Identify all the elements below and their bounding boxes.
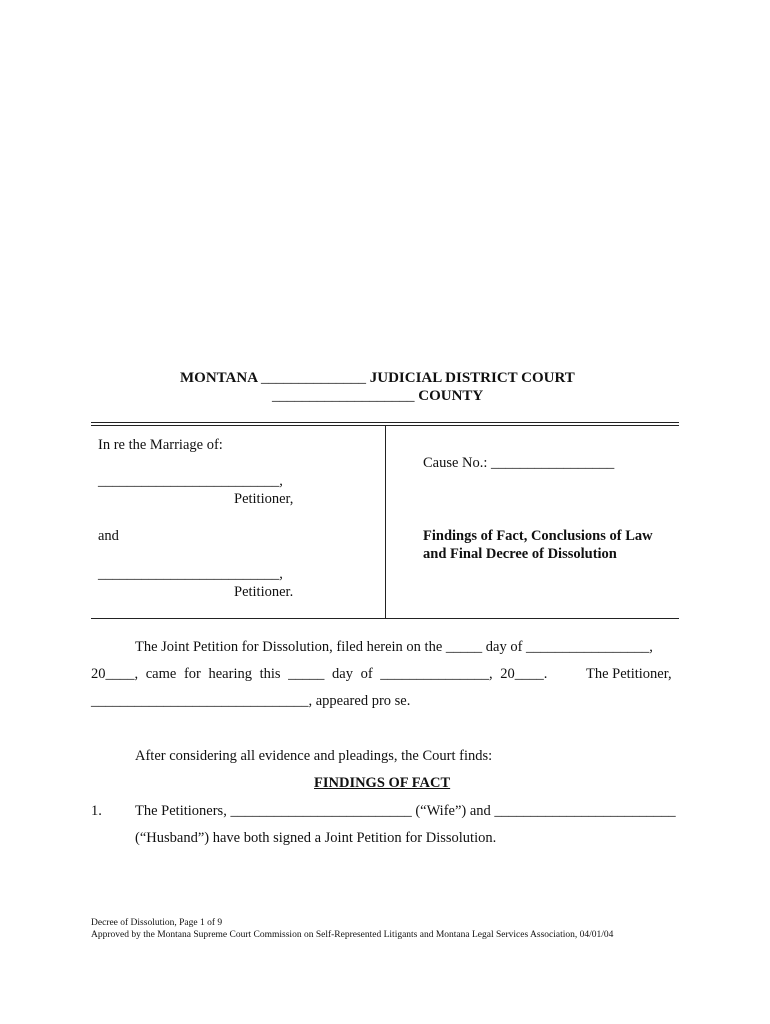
- caption-top-rule-1: [91, 422, 679, 423]
- document-title-line2: and Final Decree of Dissolution: [423, 546, 617, 562]
- caption-bottom-rule: [91, 618, 679, 619]
- item-1-line-1: The Petitioners, _________________________ (“Wife”) and _________________________: [135, 803, 676, 819]
- item-1-number: 1.: [91, 803, 102, 819]
- caption-divider: [385, 425, 386, 619]
- footer-page-info: Decree of Dissolution, Page 1 of 9: [91, 918, 223, 928]
- paragraph-1-line-2: 20____, came for hearing this _____ day of _______________, 20____.: [91, 666, 548, 682]
- paragraph-1-line-1: The Joint Petition for Dissolution, filed herein on the _____ day of _________________,: [135, 639, 653, 655]
- footer-approval: Approved by the Montana Supreme Court Commission on Self-Represented Litigants and Montana Legal Services Association, 04/01/04: [91, 930, 614, 940]
- paragraph-1-line-2-end: The Petitioner,: [586, 666, 672, 682]
- cause-number-field[interactable]: Cause No.: _________________: [423, 455, 615, 471]
- county-line: [272, 388, 483, 405]
- petitioner2-label: Petitioner.: [234, 584, 294, 600]
- petitioner1-label: Petitioner,: [234, 491, 294, 507]
- petitioner1-name-field[interactable]: _________________________,: [98, 473, 283, 489]
- court-title: [180, 370, 575, 387]
- county-blank[interactable]: ___________________: [272, 388, 415, 404]
- document-title-line1: Findings of Fact, Conclusions of Law: [423, 528, 653, 544]
- in-re-label: In re the Marriage of:: [98, 437, 223, 453]
- court-suffix: JUDICIAL DISTRICT COURT: [369, 370, 575, 386]
- court-prefix: MONTANA: [180, 370, 258, 386]
- item-1-line-2: (“Husband”) have both signed a Joint Petition for Dissolution.: [135, 830, 497, 846]
- petitioner2-name-field[interactable]: _________________________,: [98, 566, 283, 582]
- county-label: COUNTY: [418, 388, 484, 404]
- district-blank[interactable]: ______________: [260, 370, 366, 386]
- findings-heading: FINDINGS OF FACT: [314, 775, 451, 791]
- paragraph-2: After considering all evidence and pleadings, the Court finds:: [135, 748, 493, 764]
- paragraph-1-line-3: ______________________________, appeared pro se.: [91, 693, 411, 709]
- and-label: and: [98, 528, 119, 544]
